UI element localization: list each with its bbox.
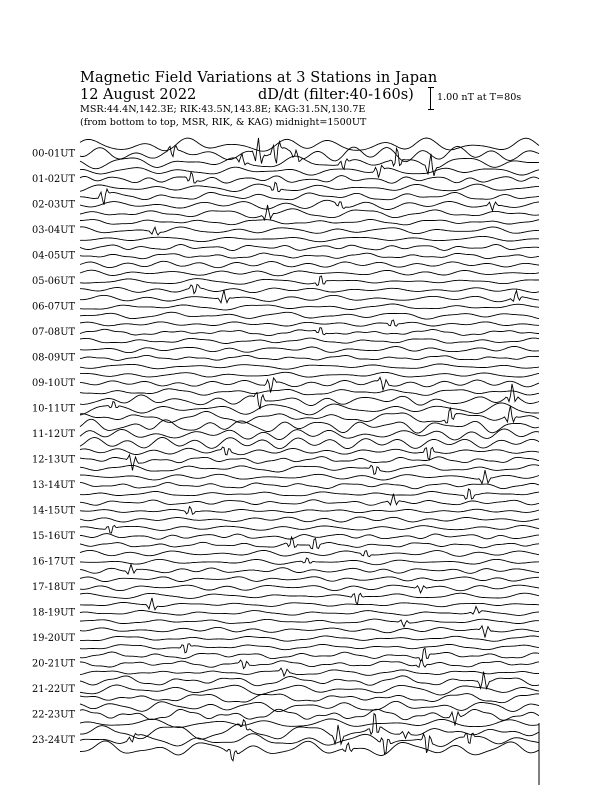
trace-line-rik (80, 253, 539, 259)
chart-date: 12 August 2022 (80, 87, 197, 103)
trace-line-rik (80, 685, 539, 695)
trace-line-rik (80, 402, 539, 416)
station-order-note: (from bottom to top, MSR, RIK, & KAG) midnight=1500UT (80, 117, 367, 128)
trace-line-rik (80, 558, 539, 565)
trace-line-rik (80, 483, 539, 489)
trace-line-kag (80, 245, 539, 251)
trace-line-rik (80, 429, 539, 440)
trace-line-kag (80, 598, 539, 610)
trace-line-msr (80, 644, 539, 653)
trace-line-msr (80, 564, 539, 574)
trace-line-rik (80, 377, 539, 392)
trace-line-kag (80, 138, 539, 151)
trace-line-msr (80, 182, 539, 191)
trace-line-msr (80, 719, 539, 728)
trace-line-msr (80, 537, 539, 549)
trace-line-kag (80, 189, 539, 205)
trace-line-rik (80, 659, 539, 669)
trace-line-kag (80, 626, 539, 638)
trace-line-msr (80, 236, 539, 241)
hour-label: 17-18UT (32, 582, 76, 593)
trace-line-msr (80, 389, 539, 396)
scale-label: 1.00 nT at T=80s (437, 92, 522, 103)
trace-line-kag (80, 447, 539, 460)
hour-label: 10-11UT (32, 403, 76, 415)
trace-line-msr (80, 619, 539, 627)
hour-label: 21-22UT (32, 684, 76, 695)
hour-label: 04-05UT (32, 250, 76, 262)
trace-line-msr (80, 465, 539, 475)
hour-label: 14-15UT (32, 505, 76, 517)
trace-line-msr (80, 364, 539, 369)
chart-title: Magnetic Field Variations at 3 Stations in Japan (80, 70, 438, 86)
trace-line-kag (80, 165, 539, 177)
trace-line-kag (80, 419, 539, 433)
trace-line-msr (80, 338, 539, 343)
hour-label: 19-20UT (32, 633, 76, 644)
trace-line-rik (80, 534, 539, 540)
trace-line-kag (80, 526, 539, 534)
trace-line-rik (80, 172, 539, 183)
hour-label: 16-17UT (32, 556, 76, 568)
trace-line-kag (80, 648, 539, 661)
trace-line-kag (80, 494, 539, 506)
trace-line-kag (80, 372, 539, 377)
hour-label: 23-24UT (32, 735, 76, 746)
hour-label: 15-16UT (32, 531, 76, 542)
trace-line-kag (80, 701, 539, 711)
hour-label: 22-23UT (32, 709, 76, 721)
hour-labels-group (32, 149, 75, 747)
trace-line-rik (80, 138, 539, 164)
trace-line-kag (80, 220, 539, 225)
trace-line-rik (80, 455, 539, 471)
traces-group (80, 138, 539, 785)
trace-line-msr (80, 284, 539, 293)
hour-label: 02-03UT (32, 199, 76, 211)
trace-line-kag (80, 384, 539, 409)
station-coordinates: MSR:44.4N,142.3E; RIK:43.5N,143.8E; KAG:31.5N,130.7E (80, 104, 366, 115)
chart-quantity: dD/dt (filter:40-160s) (258, 87, 414, 103)
trace-line-kag (80, 714, 539, 744)
trace-line-kag (80, 290, 539, 303)
trace-line-msr (80, 668, 539, 676)
trace-line-kag (80, 270, 539, 276)
trace-line-kag (80, 347, 539, 353)
trace-line-rik (80, 276, 539, 286)
hour-label: 00-01UT (32, 148, 76, 160)
hour-label: 01-02UT (32, 174, 76, 185)
hour-label: 11-12UT (32, 429, 76, 440)
hour-label: 08-09UT (32, 352, 76, 364)
hour-label: 12-13UT (32, 454, 76, 466)
trace-line-msr (80, 517, 539, 522)
trace-line-kag (80, 470, 539, 484)
trace-line-msr (80, 438, 539, 449)
hour-label: 05-06UT (32, 276, 76, 287)
trace-line-rik (80, 585, 539, 593)
hour-label: 20-21UT (32, 658, 76, 670)
hour-label: 03-04UT (32, 225, 76, 236)
trace-line-rik (80, 636, 539, 641)
trace-line-rik (80, 733, 539, 754)
trace-line-msr (80, 694, 539, 703)
trace-line-msr (80, 489, 539, 499)
trace-line-rik (80, 355, 539, 360)
trace-line-kag (80, 577, 539, 582)
trace-line-rik (80, 200, 539, 211)
trace-line-rik (80, 328, 539, 336)
trace-line-msr (80, 261, 539, 267)
trace-line-msr (80, 593, 539, 604)
trace-line-msr (80, 312, 539, 319)
hour-label: 13-14UT (32, 480, 76, 491)
trace-line-rik (80, 304, 539, 310)
hour-label: 18-19UT (32, 607, 76, 619)
trace-line-rik (80, 227, 539, 235)
trace-line-kag (80, 320, 539, 326)
hour-label: 07-08UT (32, 327, 76, 338)
hour-label: 06-07UT (32, 301, 76, 313)
trace-line-rik (80, 709, 539, 725)
trace-line-rik (80, 507, 539, 515)
hour-label: 09-10UT (32, 378, 76, 389)
trace-line-kag (80, 550, 539, 556)
